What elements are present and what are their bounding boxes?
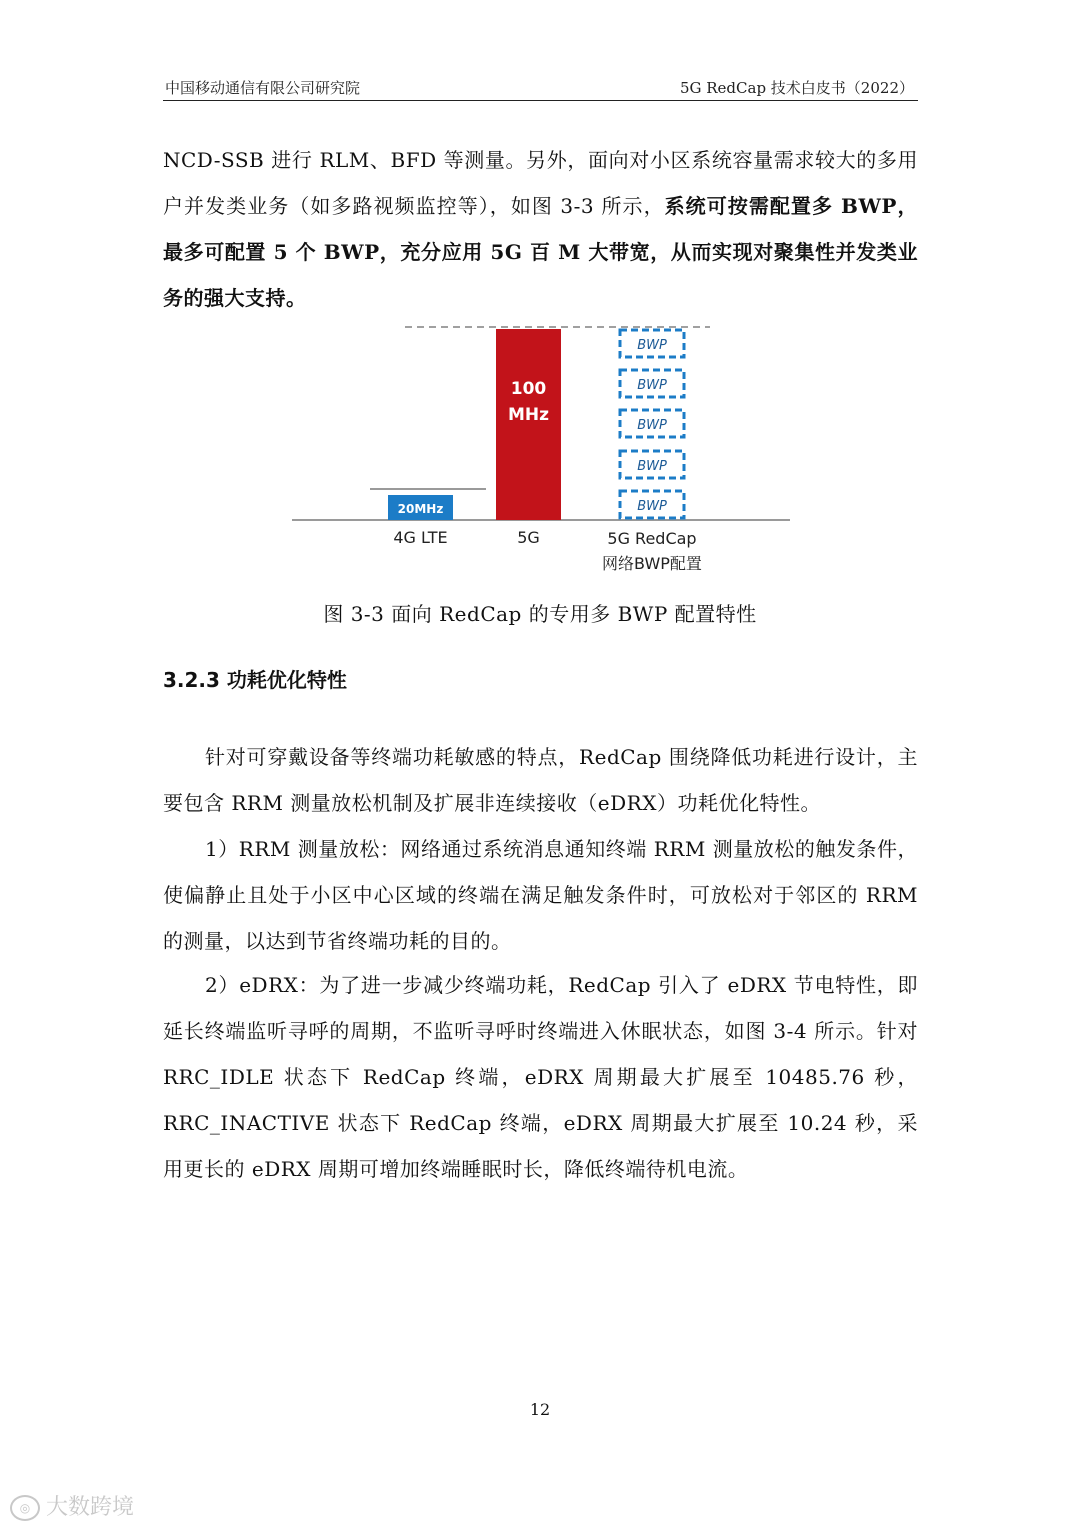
figure-caption: 图 3-3 面向 RedCap 的专用多 BWP 配置特性 bbox=[323, 602, 757, 626]
bwp-box-label: BWP bbox=[637, 338, 667, 353]
watermark-text: 大数跨境 bbox=[46, 1495, 135, 1520]
bwp-box-label: BWP bbox=[637, 418, 667, 433]
bwp-figure bbox=[290, 318, 790, 580]
watermark bbox=[10, 1490, 134, 1521]
paragraph-edrx: 2）eDRX：为了进一步减少终端功耗，RedCap 引入了 eDRX 节电特性，即延长终端监听寻呼的周期，不监听寻呼时终端进入休眠状态，如图 3-4 所示。针对 RRC_IDLE 状态下 RedCap 终端，eDRX 周期最大扩展至 10485.76 秒，RRC_INACTIVE 状态下 RedCap 终端，eDRX 周期最大扩展至 10.24 秒，采用更长的 eDRX 周期可增加终端睡眠时长，降低终端待机电流。 bbox=[163, 973, 918, 1181]
bwp-box bbox=[620, 370, 684, 397]
lte-bar-label: 20MHz bbox=[397, 502, 444, 516]
category-label-lte: 4G LTE bbox=[393, 528, 448, 547]
bwp-box bbox=[620, 410, 684, 437]
section-title: 3.2.3 功耗优化特性 bbox=[163, 668, 347, 692]
bwp-box bbox=[620, 491, 684, 518]
bwp-box-label: BWP bbox=[637, 499, 667, 514]
paragraph-bwp-bold: 系统可按需配置多 BWP，最多可配置 5 个 BWP，充分应用 5G 百 M 大带宽，从而实现对聚集性并发类业务的强大支持。 bbox=[163, 194, 918, 310]
nr-bar-label-line2: MHz bbox=[507, 405, 550, 425]
paragraph-power-intro: 针对可穿戴设备等终端功耗敏感的特点，RedCap 围绕降低功耗进行设计，主要包含 RRM 测量放松机制及扩展非连续接收（eDRX）功耗优化特性。 bbox=[163, 745, 918, 815]
category-label-redcap-line2: 网络BWP配置 bbox=[602, 554, 702, 573]
page-header bbox=[163, 72, 918, 101]
page-number: 12 bbox=[529, 1400, 551, 1419]
paragraph-bwp-normal: NCD-SSB 进行 RLM、BFD 等测量。另外，面向对小区系统容量需求较大的多用户并发类业务（如多路视频监控等），如图 3-3 所示， bbox=[163, 148, 918, 218]
nr-bar-label-line1: 100 bbox=[510, 379, 547, 399]
paragraph-bwp-intro bbox=[163, 137, 918, 321]
header-doc-title: 5G RedCap 技术白皮书（2022） bbox=[679, 79, 914, 97]
bwp-box-label: BWP bbox=[637, 378, 667, 393]
header-org: 中国移动通信有限公司研究院 bbox=[165, 79, 361, 97]
bwp-box bbox=[620, 330, 684, 357]
bwp-box-label: BWP bbox=[637, 459, 667, 474]
bwp-box bbox=[620, 451, 684, 478]
watermark-logo-icon: ◎ bbox=[10, 1495, 40, 1521]
category-label-redcap-line1: 5G RedCap bbox=[607, 529, 697, 548]
category-label-5g: 5G bbox=[517, 528, 540, 547]
paragraph-rrm: 1）RRM 测量放松：网络通过系统消息通知终端 RRM 测量放松的触发条件，使偏静止且处于小区中心区域的终端在满足触发条件时，可放松对于邻区的 RRM 的测量，以达到节省终端功耗的目的。 bbox=[163, 837, 918, 953]
